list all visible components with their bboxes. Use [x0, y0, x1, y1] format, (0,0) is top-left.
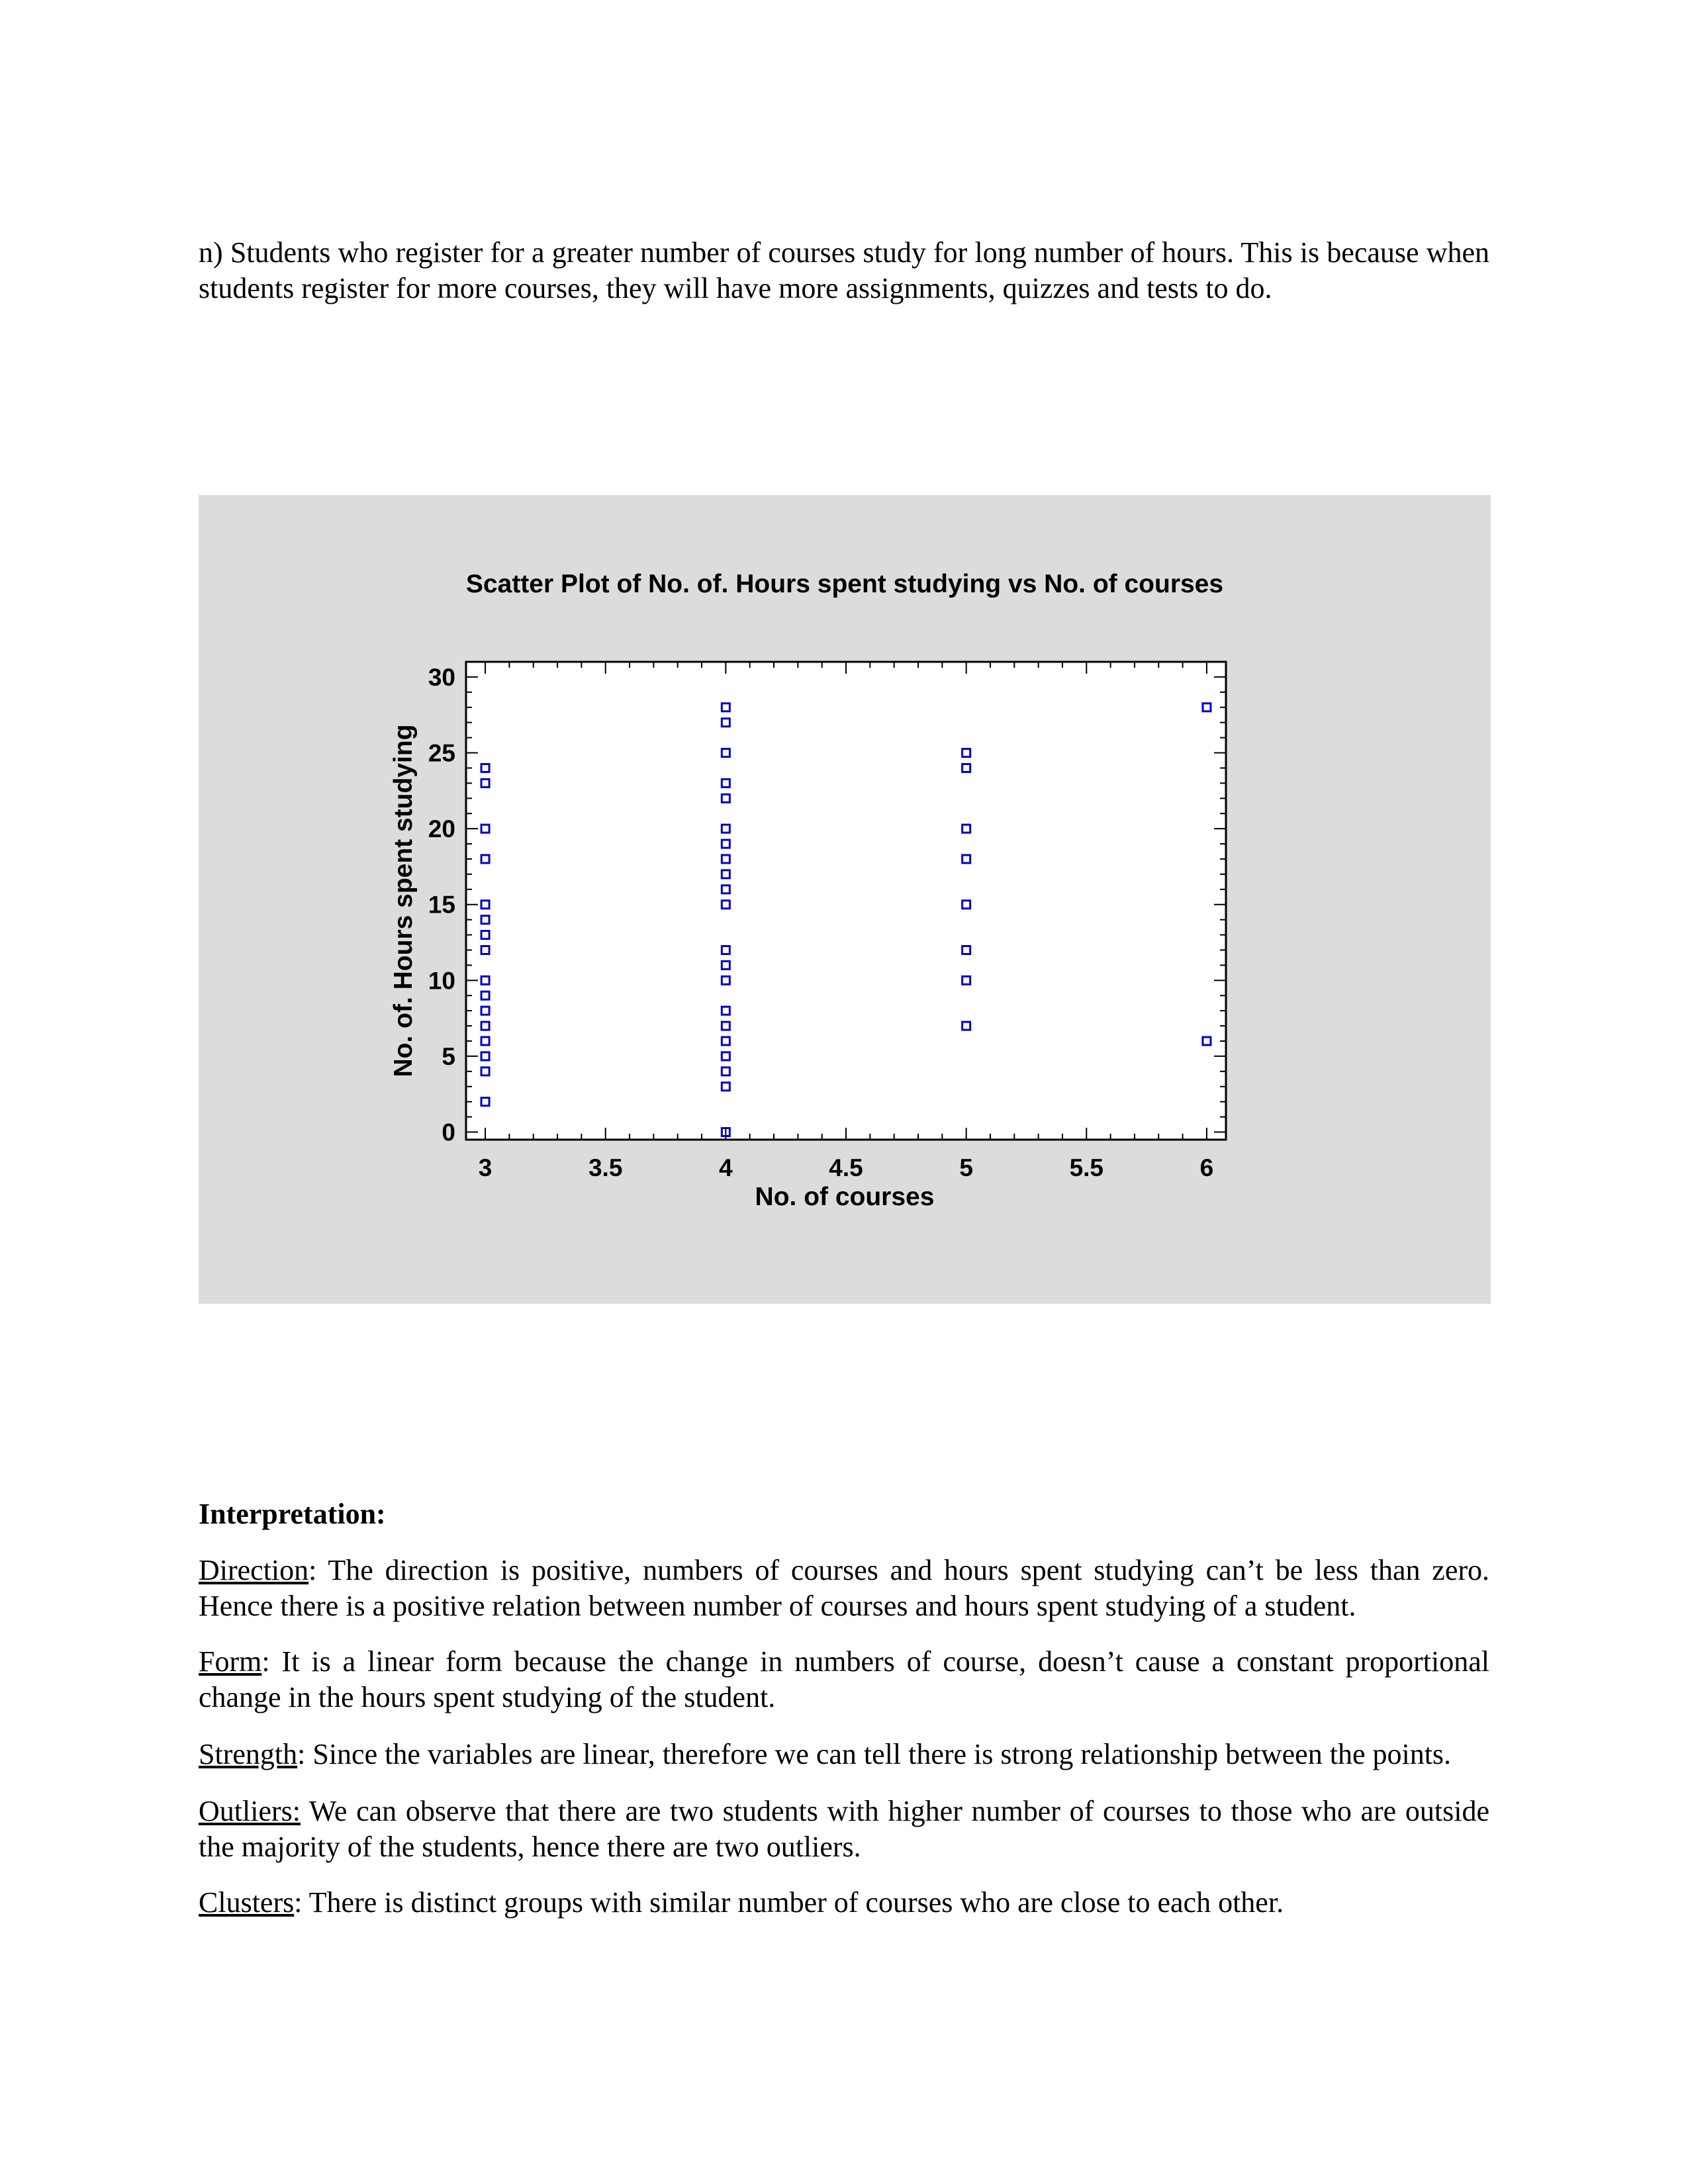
interpretation-heading: Interpretation:: [199, 1498, 386, 1530]
scatter-chart-panel: [199, 495, 1491, 1304]
clusters-sep: :: [294, 1886, 303, 1919]
x-tick-label: 5.5: [1069, 1154, 1104, 1181]
clusters-paragraph: [199, 1885, 1489, 1921]
outliers-text: We can observe that there are two students with higher number of courses to those who are outside the majority of the students, hence there are two outliers.: [199, 1795, 1489, 1863]
form-text: It is a linear form because the change in numbers of course, doesn’t cause a constant proportional change in the hours spent studying of the student.: [199, 1645, 1489, 1713]
clusters-label: Clusters: [199, 1886, 295, 1919]
x-tick-label: 6: [1199, 1154, 1214, 1181]
strength-sep: :: [297, 1738, 306, 1770]
form-label: Form: [199, 1645, 262, 1678]
x-tick-label: 3.5: [588, 1154, 623, 1181]
y-axis-label: No. of. Hours spent studying: [389, 724, 418, 1077]
x-tick-label: 5: [959, 1154, 973, 1181]
outliers-paragraph: [199, 1794, 1489, 1865]
intro-paragraph: n) Students who register for a greater number of courses study for long number of hours. This is because when students register for more courses, they will have more assignments, quizzes and tests to do.: [199, 236, 1489, 304]
direction-text: The direction is positive, numbers of courses and hours spent studying can’t be less than zero. Hence there is a positive relation between number of courses and hours spent studying of a student.: [199, 1554, 1489, 1622]
clusters-text: There is distinct groups with similar number of courses who are close to each other.: [302, 1886, 1284, 1919]
scatter-chart: [199, 495, 1491, 1304]
y-tick-label: 10: [428, 967, 455, 995]
strength-paragraph: [199, 1737, 1489, 1772]
y-tick-label: 5: [442, 1042, 455, 1070]
strength-label: Strength: [199, 1738, 298, 1770]
strength-text: Since the variables are linear, therefore we can tell there is strong relationship between the points.: [305, 1738, 1452, 1770]
y-tick-label: 20: [428, 815, 455, 843]
y-tick-label: 15: [428, 891, 455, 919]
direction-label: Direction: [199, 1554, 309, 1586]
direction-paragraph: [199, 1553, 1489, 1624]
direction-sep: :: [308, 1554, 317, 1586]
y-tick-label: 0: [442, 1118, 455, 1146]
x-tick-label: 4: [719, 1154, 733, 1181]
x-tick-label: 3: [478, 1154, 492, 1181]
outliers-label: Outliers:: [199, 1795, 301, 1827]
y-tick-label: 30: [428, 663, 455, 691]
plot-area: [466, 662, 1226, 1140]
form-sep: :: [261, 1645, 270, 1678]
x-tick-label: 4.5: [829, 1154, 863, 1181]
chart-title: Scatter Plot of No. of. Hours spent studying vs No. of courses: [465, 570, 1224, 598]
x-axis-label: No. of courses: [755, 1183, 935, 1211]
y-tick-label: 25: [428, 739, 455, 767]
form-paragraph: [199, 1644, 1489, 1715]
